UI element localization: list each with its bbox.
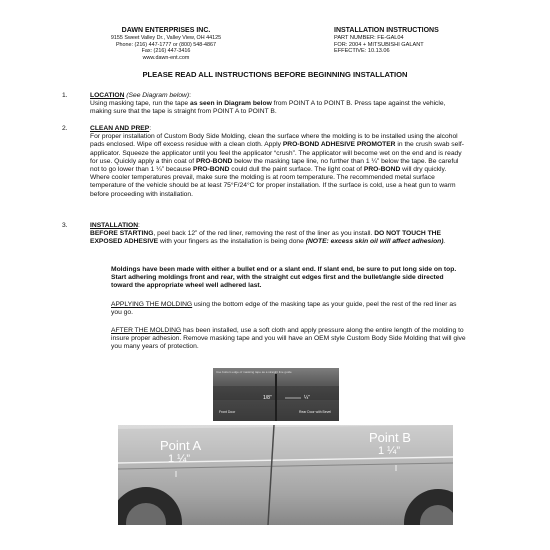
section-title: CLEAN AND PREP — [90, 125, 150, 132]
after-paragraph — [111, 327, 466, 352]
section-clean-prep: 2. CLEAN AND PREP: For proper installation of Custom Body Side Molding, clean the surface where the molding is to be installed using the alcohol pads enclosed. Wipe off excess residue with a clean cloth. Apply PRO-BOND ADHESIVE PROMOTER in the crush swab self-applicator. Squeeze the applicator until you feel the applicator “crush”. The applicator will become wet on the end and is ready for use. Quickly apply a thin coat of PRO-BOND below the masking tape line, no further than 1 ¼” below the tape. Be careful not to go lower than 1 ¼” because PRO-BOND could dull the paint surface. The light coat of PRO-BOND will dry quickly. Where cooler temperatures prevail, make sure the molding is at room temperature. The recommended metal surface temperature of the vehicle should be at least 75°F/24°C for proper installation. If the surface is cold, use a heat gun to warm before proceeding with installation. — [62, 125, 464, 198]
front-gap-dimension: 1/8” — [263, 395, 272, 401]
point-a-dimension: 1 ¼” — [168, 453, 191, 465]
rear-gap-dimension: ¼” — [304, 395, 310, 401]
text-run-bold: PRO-BOND ADHESIVE PROMOTER — [282, 141, 396, 149]
text-run-bold: PRO-BOND — [195, 157, 233, 165]
text-run: below the masking tape line, no further than 1 ¼” below the tape. Be careful not to go lower than 1 ¼” because — [90, 157, 459, 174]
text-run-bold: BEFORE STARTING — [90, 230, 154, 238]
section-number: 2. — [62, 125, 68, 132]
vehicle-side-photo — [118, 425, 453, 525]
text-run-bold: as seen in Diagram below — [190, 100, 272, 108]
section-body — [90, 100, 465, 116]
part-number: PART NUMBER: FE-GAL04 — [334, 35, 404, 41]
company-address: 9155 Sweet Valley Dr., Valley View, OH 44125 — [110, 35, 222, 41]
company-name: DAWN ENTERPRISES INC. — [121, 27, 211, 34]
doc-title: INSTALLATION INSTRUCTIONS — [334, 27, 439, 34]
section-number: 3. — [62, 222, 68, 229]
applying-text: using the bottom edge of the masking tape as your guide, peel the rest of the red liner as you go. — [111, 301, 457, 317]
section-body — [90, 133, 465, 199]
point-b-dimension: 1 ¼” — [378, 445, 401, 457]
molding-gap-diagram — [213, 368, 339, 421]
company-fax: Fax: (216) 447-3416 — [141, 48, 191, 55]
after-text: has been installed, use a soft cloth and apply pressure along the entire length of the molding to insure proper adhesion. Remove masking tape and you will have an OEM style Custom Body Side Molding that will give you many years of protection. — [111, 327, 466, 351]
applying-paragraph — [111, 301, 466, 317]
read-all-banner: PLEASE READ ALL INSTRUCTIONS BEFORE BEGINNING INSTALLATION — [142, 70, 408, 79]
rear-door-label: Rear Door with Bevel — [299, 410, 332, 414]
section-location: 1. LOCATION (See Diagram below): Using masking tape, run the tape as seen in Diagram below from POINT A to POINT B. Press tape against the vehicle, making sure that the tape is straight from POINT A to POINT B. — [90, 92, 465, 117]
section-number: 1. — [62, 92, 68, 99]
section-installation: 3. INSTALLATION: BEFORE STARTING, peel back 12” of the red liner, removing the rest of the liner as you install. DO NOT TOUCH THE EXPOSED ADHESIVE with your fingers as the installation is being done (NOTE: excess skin oil will affect adhesion). — [90, 222, 465, 247]
text-run: with your fingers as the installation is being done — [158, 238, 306, 246]
company-website: www.dawn-ent.com — [142, 55, 190, 62]
after-heading: AFTER THE MOLDING — [111, 327, 182, 334]
text-run-note: (NOTE: excess skin oil will affect adhesion) — [305, 238, 444, 246]
text-run: from POINT A to POINT B. Press tape against the vehicle, making sure that the tape is straight from POINT A to POINT B. — [90, 100, 446, 116]
molding-ends-note: Moldings have been made with either a bullet end or a slant end. If slant end, be sure to put long side on top. Start adhering moldings front and rear, with the straight cut edges first and the bullet/angle side directed toward the appropriate wheel well adhered last. — [111, 266, 457, 290]
point-b-label: Point B — [369, 430, 411, 445]
text-run: For proper installation of Custom Body Side Molding, clean the surface where the molding is to be installed using the alcohol pads enclosed. Wipe off excess residue with a clean cloth. Apply — [90, 133, 458, 149]
section-title-note: (See Diagram below) — [126, 92, 190, 99]
vehicle-fit: FOR: 2004 + MITSUBISHI GALANT — [334, 41, 424, 48]
point-a-label: Point A — [160, 438, 202, 453]
company-phone: Phone: (216) 447-1777 or (800) 548-4867 — [115, 41, 217, 48]
section-title: INSTALLATION — [90, 222, 139, 229]
section-body — [90, 230, 465, 246]
text-run: could dull the paint surface. The light coat of — [229, 166, 364, 174]
text-run: . — [443, 238, 446, 246]
text-run-bold: PRO-BOND — [363, 166, 401, 174]
effective-date: EFFECTIVE: 10.13.06 — [334, 48, 390, 55]
text-run: will dry quickly. Where cooler temperatures prevail, make sure the molding is at room temperature. The recommended metal surface temperature of the vehicle should be at least 75°F/24°C for proper installation. If the surface is cold, use a heat gun to warm before proceeding with installation. — [90, 166, 456, 198]
text-run-bold: DO NOT TOUCH THE EXPOSED ADHESIVE — [90, 230, 441, 246]
text-run: , peel back 12” of the red liner, removing the rest of the liner as you install. — [153, 230, 375, 238]
front-door-label: Front Door — [219, 410, 236, 414]
text-run: Using masking tape, run the tape — [90, 100, 190, 108]
text-run-bold: PRO-BOND — [192, 166, 230, 174]
text-run: in the crush swab self-applicator. Squeeze the applicator until you feel the applicator “crush”. The applicator will become wet on the end and is ready for use. Quickly apply a thin coat of — [90, 141, 464, 165]
company-header — [86, 27, 246, 62]
section-title: LOCATION — [90, 92, 125, 99]
applying-heading: APPLYING THE MOLDING — [111, 301, 193, 308]
diagram-caption: Use bottom edge of masking tape as a straight line guide — [216, 370, 292, 374]
document-info — [334, 27, 514, 55]
